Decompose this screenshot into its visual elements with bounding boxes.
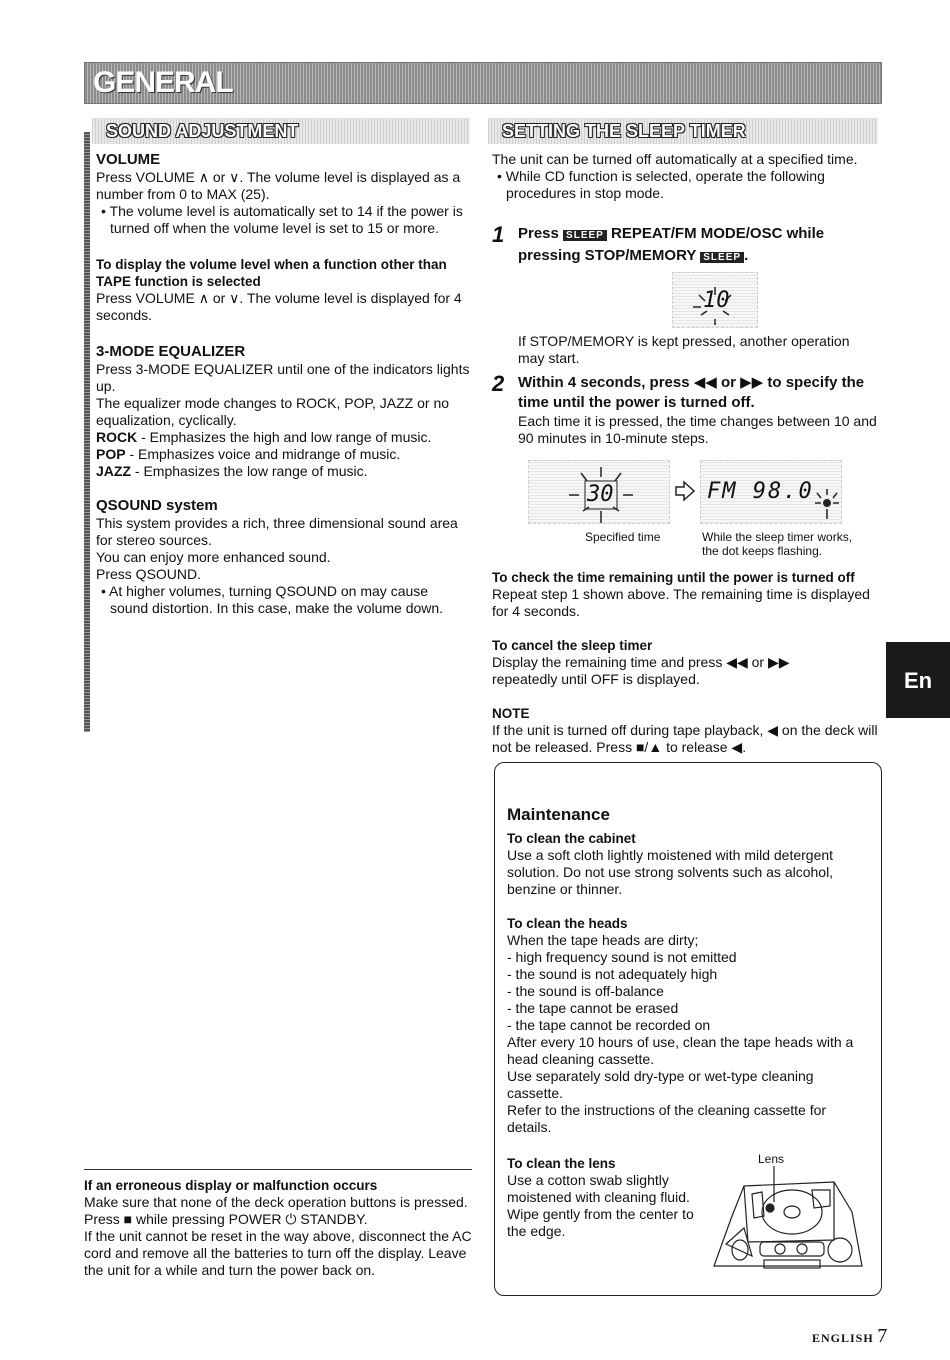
error-text-3: If the unit cannot be reset in the way above, disconnect the AC cord and remove all the batteries to turn off the display. Leave the unit for a while and turn the power back on. bbox=[84, 1228, 472, 1278]
equalizer-text-2: The equalizer mode changes to ROCK, POP, JAZZ or no equalization, cyclically. bbox=[96, 395, 450, 428]
jazz-line: JAZZ - Emphasizes the low range of music. bbox=[96, 463, 368, 479]
rock-line: ROCK - Emphasizes the high and low range of music. bbox=[96, 429, 432, 445]
dot-flash-icon bbox=[813, 489, 841, 519]
step-2-text: Each time it is pressed, the time changes between 10 and 90 minutes in 10-minute steps. bbox=[518, 413, 877, 446]
qsound-bullet: • At higher volumes, turning QSOUND on may cause sound distortion. In this case, make the volume down. bbox=[101, 583, 444, 616]
page-number: 7 bbox=[877, 1325, 888, 1347]
left-column-rule bbox=[84, 132, 90, 732]
caption-timer-works: While the sleep timer works, the dot keeps flashing. bbox=[702, 530, 853, 558]
sleep-timer-header bbox=[488, 118, 878, 144]
sleep-intro-bullet: • While CD function is selected, operate the following procedures in stop mode. bbox=[497, 168, 825, 201]
footer-language: ENGLISH bbox=[812, 1331, 874, 1345]
page-footer bbox=[812, 1325, 888, 1347]
equalizer-heading: 3-MODE EQUALIZER bbox=[96, 343, 246, 360]
step-1 bbox=[492, 224, 878, 268]
check-text: Repeat step 1 shown above. The remaining time is displayed for 4 seconds. bbox=[492, 586, 870, 619]
heads-text-3: Refer to the instructions of the cleaning cassette for details. bbox=[507, 1102, 827, 1135]
step-1-note: If STOP/MEMORY is kept pressed, another operation may start. bbox=[518, 333, 850, 366]
lcd-display-10 bbox=[672, 272, 758, 328]
lcd-text: FM 98.0 bbox=[707, 479, 814, 504]
cabinet-text: Use a soft cloth lightly moistened with mild detergent solution. Do not use strong solvents such as alcohol, benzine or thinner. bbox=[507, 847, 834, 897]
pop-line: POP - Emphasizes voice and midrange of music. bbox=[96, 446, 401, 462]
heads-heading: To clean the heads bbox=[507, 916, 628, 931]
qsound-text-2: You can enjoy more enhanced sound. bbox=[96, 549, 331, 565]
lcd-display-30 bbox=[528, 460, 670, 524]
step-number: 2 bbox=[492, 371, 505, 396]
list-item: - the tape cannot be erased bbox=[507, 1000, 679, 1016]
maintenance-content bbox=[507, 805, 869, 1136]
heads-intro: When the tape heads are dirty; bbox=[507, 932, 699, 948]
list-item: - the tape cannot be recorded on bbox=[507, 1017, 711, 1033]
lcd-text: 10 bbox=[703, 288, 730, 313]
note-text: If the unit is turned off during tape playback, ◀ on the deck will not be released. Press ■/▲ to release ◀. bbox=[492, 722, 878, 755]
general-banner bbox=[84, 62, 882, 104]
sleep-intro-text: The unit can be turned off automatically at a specified time. bbox=[492, 151, 858, 167]
sleep-badge: SLEEP bbox=[563, 230, 607, 241]
step-2 bbox=[492, 373, 878, 447]
lens-text: Use a cotton swab slightly moistened with cleaning fluid. Wipe gently from the center to the edge. bbox=[507, 1172, 694, 1239]
volume-heading: VOLUME bbox=[96, 151, 161, 168]
page-title: GENERAL bbox=[93, 66, 233, 99]
step-1-heading: Press SLEEP REPEAT/FM MODE/OSC while pressing STOP/MEMORY SLEEP . bbox=[518, 225, 825, 264]
sleep-badge: SLEEP bbox=[700, 252, 744, 263]
cd-player-lens-illustration bbox=[704, 1166, 864, 1278]
volume-text: Press VOLUME ∧ or ∨. The volume level is displayed as a number from 0 to MAX (25). bbox=[96, 169, 461, 202]
cabinet-heading: To clean the cabinet bbox=[507, 831, 636, 846]
sound-adjustment-section bbox=[96, 151, 470, 617]
lcd-text: 30 bbox=[587, 482, 614, 507]
note-heading: NOTE bbox=[492, 706, 530, 721]
step-2-heading: Within 4 seconds, press ◀◀ or ▶▶ to specify the time until the power is turned off. bbox=[518, 374, 865, 411]
sound-adjustment-header bbox=[92, 118, 470, 144]
heads-text-1: After every 10 hours of use, clean the tape heads with a head cleaning cassette. bbox=[507, 1034, 854, 1067]
volume-bullet: • The volume level is automatically set to 14 if the power is turned off when the volume level is set to 15 or more. bbox=[101, 203, 463, 236]
caption-specified-time: Specified time bbox=[585, 530, 661, 544]
sleep-intro bbox=[492, 151, 878, 202]
qsound-text-1: This system provides a rich, three dimensional sound area for stereo sources. bbox=[96, 515, 458, 548]
check-remaining-section bbox=[492, 569, 882, 756]
maintenance-title: Maintenance bbox=[507, 805, 610, 824]
language-tab: En bbox=[886, 642, 950, 718]
section-title: SOUND ADJUSTMENT bbox=[106, 121, 299, 141]
lens-label: Lens bbox=[758, 1152, 785, 1166]
error-section bbox=[84, 1177, 472, 1279]
error-text-1: Make sure that none of the deck operation buttons is pressed. bbox=[84, 1194, 468, 1210]
arrow-right-icon bbox=[674, 480, 696, 502]
list-item: - high frequency sound is not emitted bbox=[507, 949, 737, 965]
divider bbox=[84, 1169, 472, 1170]
lens-section bbox=[507, 1155, 707, 1240]
list-item: - the sound is not adequately high bbox=[507, 966, 718, 982]
error-text-2: Press ■ while pressing POWER ⏻ STANDBY. bbox=[84, 1211, 368, 1227]
error-heading: If an erroneous display or malfunction occurs bbox=[84, 1178, 378, 1193]
check-heading: To check the time remaining until the power is turned off bbox=[492, 570, 855, 585]
display-volume-heading: To display the volume level when a function other than TAPE function is selected bbox=[96, 257, 447, 289]
cancel-heading: To cancel the sleep timer bbox=[492, 638, 653, 653]
heads-text-2: Use separately sold dry-type or wet-type cleaning cassette. bbox=[507, 1068, 814, 1101]
step-number: 1 bbox=[492, 222, 505, 247]
equalizer-text-1: Press 3-MODE EQUALIZER until one of the indicators lights up. bbox=[96, 361, 470, 394]
qsound-heading: QSOUND system bbox=[96, 497, 218, 514]
section-title: SETTING THE SLEEP TIMER bbox=[502, 121, 746, 141]
cancel-text: Display the remaining time and press ◀◀ or ▶▶ repeatedly until OFF is displayed. bbox=[492, 654, 790, 687]
list-item: - the sound is off-balance bbox=[507, 983, 664, 999]
qsound-text-3: Press QSOUND. bbox=[96, 566, 202, 582]
lens-heading: To clean the lens bbox=[507, 1156, 616, 1171]
display-volume-text: Press VOLUME ∧ or ∨. The volume level is displayed for 4 seconds. bbox=[96, 290, 462, 323]
lcd-display-fm bbox=[700, 460, 842, 524]
